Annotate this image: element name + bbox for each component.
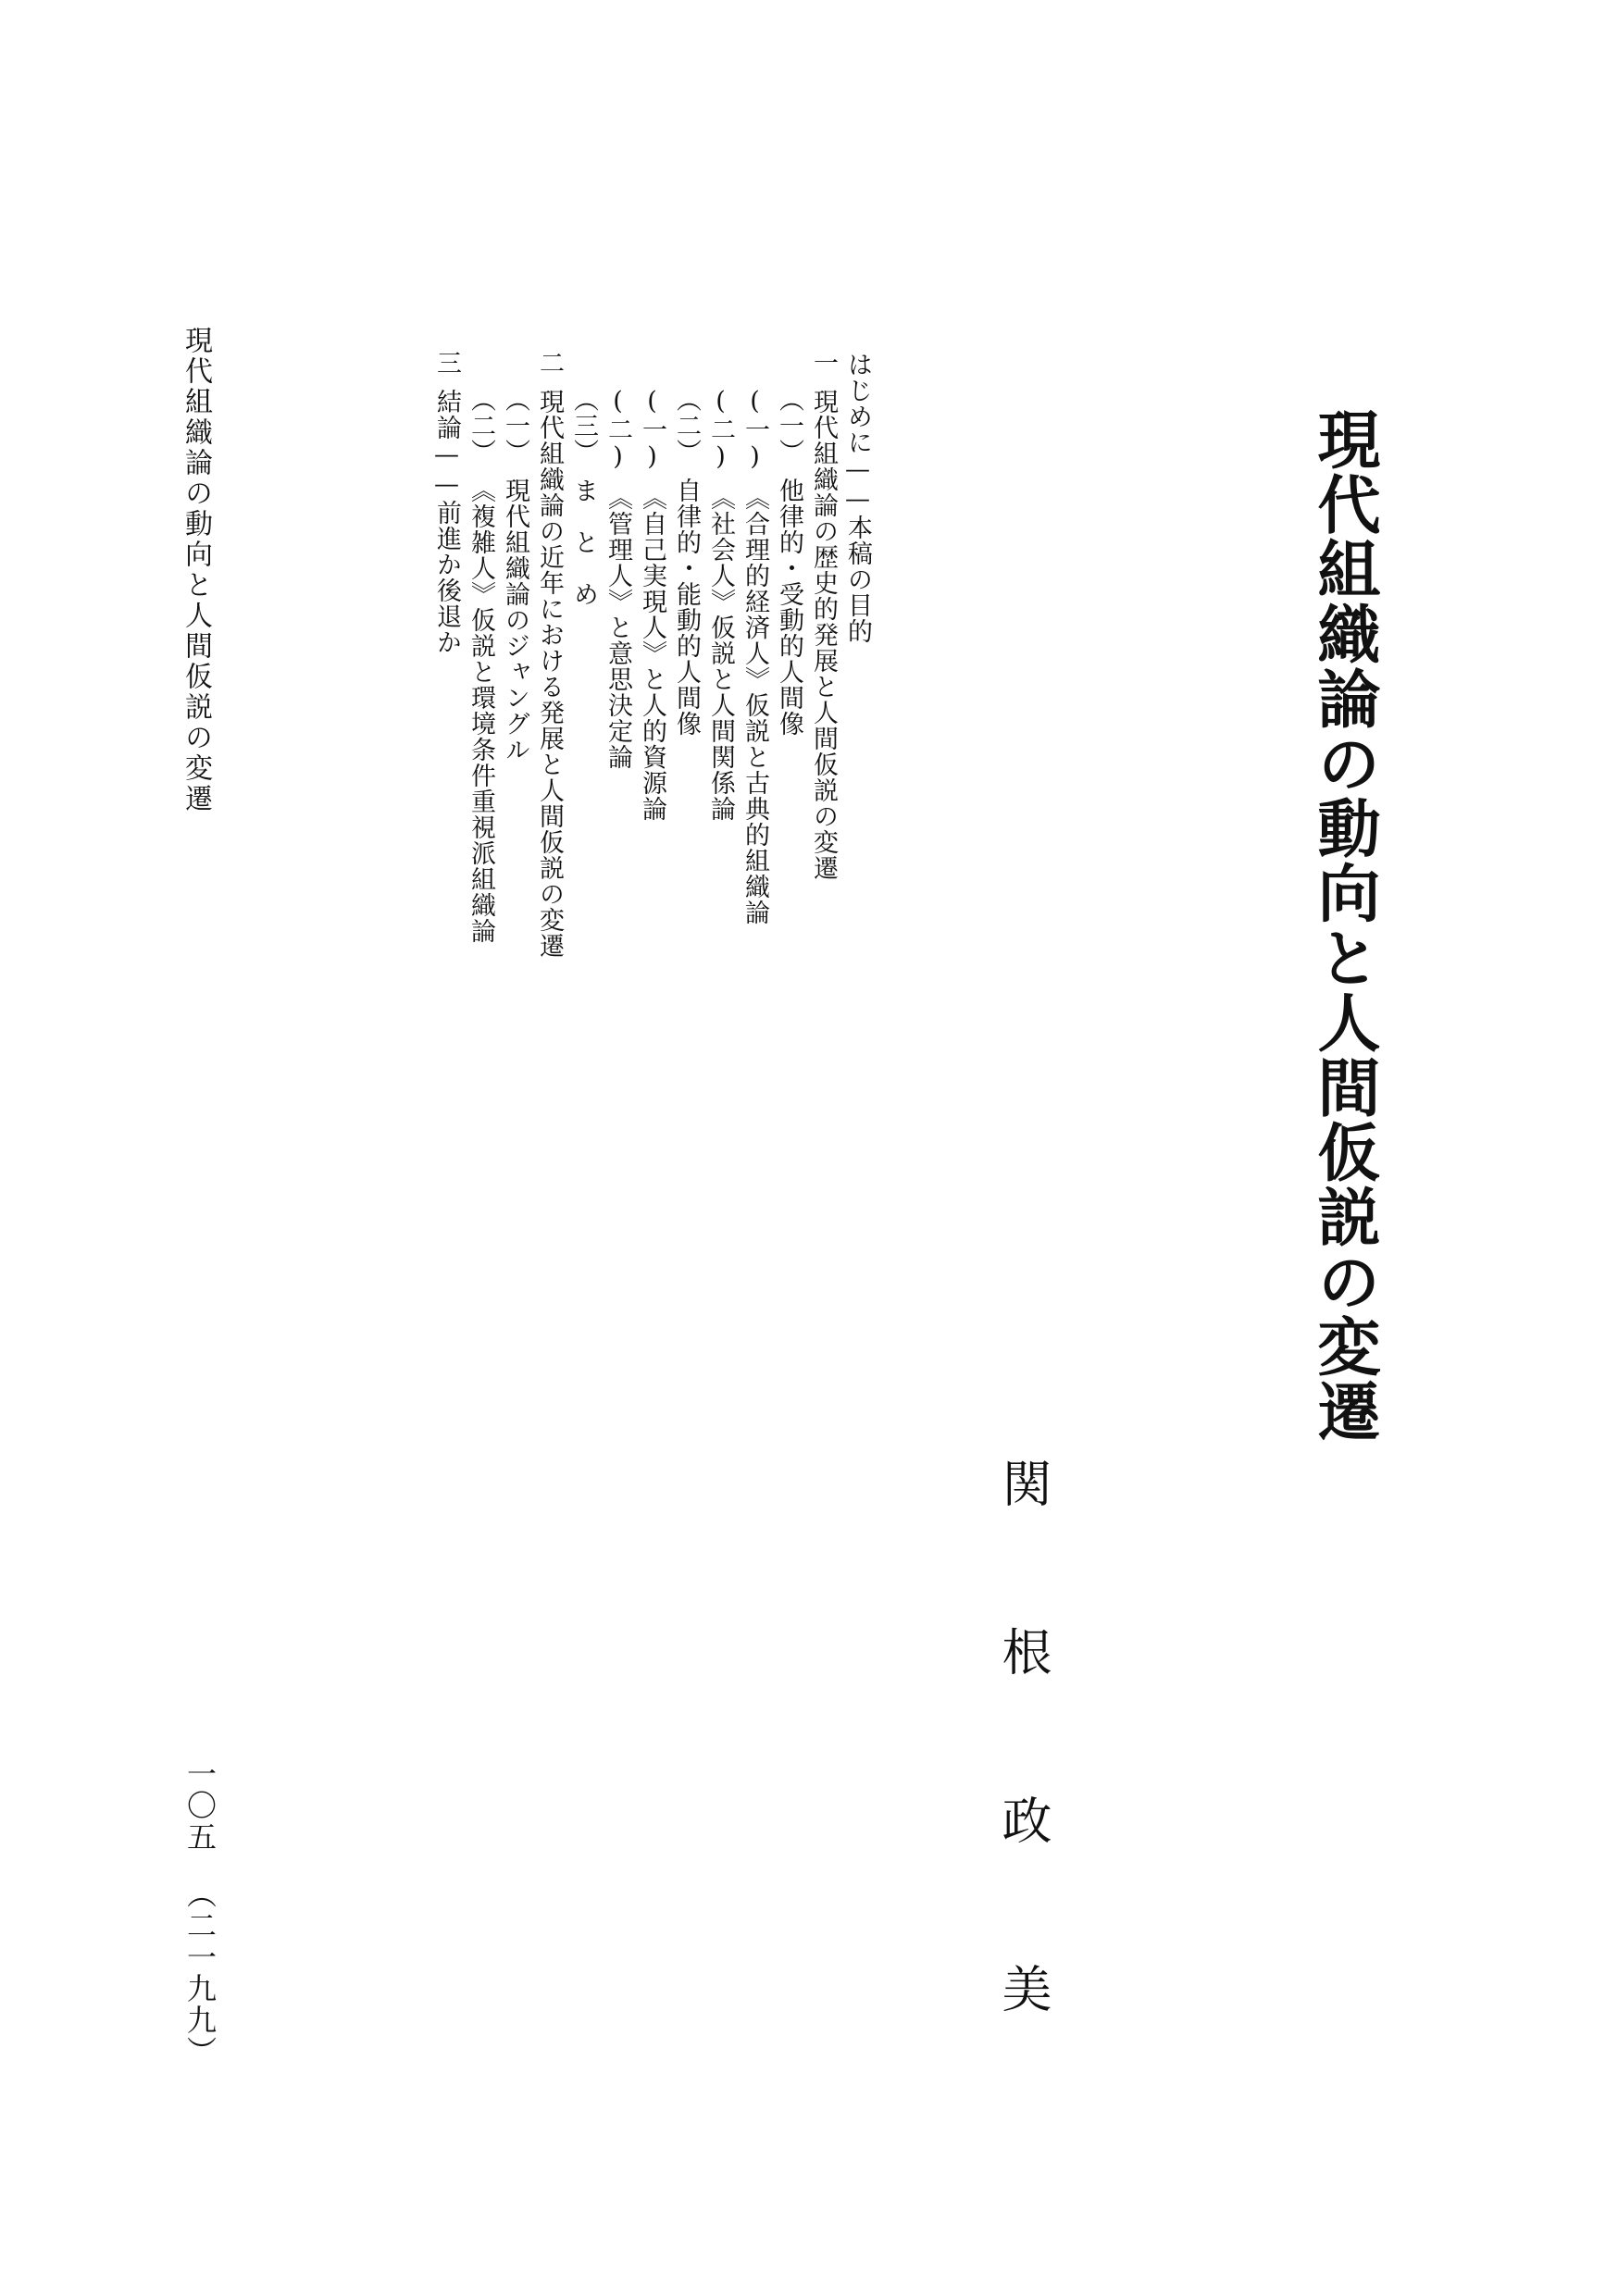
- toc-item: [742, 387, 767, 925]
- toc-item-text: 《管理人》と意思決定論: [604, 485, 632, 770]
- toc-item-number: (二): [706, 387, 735, 472]
- toc-item-text: 現代組織論の近年における発展と人間仮説の変遷: [535, 389, 564, 959]
- toc-item-text: 現代組織論のジャングル: [501, 478, 529, 763]
- toc-item: [845, 352, 870, 644]
- toc-item-text: 結論——前進か後退か: [432, 389, 461, 655]
- toc-item-number: （三）: [569, 387, 598, 465]
- cumulative-page-number: （二一九九）: [182, 1879, 218, 2067]
- toc-item: [503, 387, 528, 763]
- toc-item-number: 三: [432, 350, 461, 376]
- toc-item-text: 自律的・能動的人間像: [672, 478, 701, 737]
- toc-item-text: 他律的・受動的人間像: [775, 478, 803, 737]
- toc-item: [537, 350, 562, 959]
- toc-item-number: （二）: [672, 387, 701, 465]
- toc-item: [708, 387, 733, 822]
- toc-item-text: 《社会人》仮説と人間関係論: [706, 485, 735, 822]
- toc-item-number: (二): [604, 387, 632, 472]
- toc-item-number: （一）: [501, 387, 529, 465]
- toc-item: [571, 387, 596, 607]
- toc-item-text: 《合理的経済人》仮説と古典的組織論: [741, 485, 769, 925]
- toc-item: [605, 387, 630, 770]
- toc-item: [777, 387, 802, 737]
- toc-item-text: ま と め: [569, 478, 598, 607]
- toc-item-number: (一): [638, 387, 666, 472]
- toc-item-number: 一: [809, 350, 838, 376]
- toc-item: [674, 387, 699, 737]
- page-number: 一〇五: [182, 1758, 218, 1853]
- toc-item-text: 現代組織論の歴史的発展と人間仮説の変遷: [809, 389, 838, 881]
- toc-item: [468, 387, 493, 944]
- toc-item-number: （一）: [775, 387, 803, 465]
- toc-item-text: 《自己実現人》と人的資源論: [638, 485, 666, 822]
- toc-item-number: (一): [741, 387, 769, 472]
- table-of-contents: [389, 350, 870, 998]
- toc-item-number: 二: [535, 350, 564, 376]
- toc-item: [640, 387, 665, 822]
- toc-item: [434, 350, 459, 655]
- article-title: 現代組織論の動向と人間仮説の変遷: [1307, 407, 1381, 1444]
- toc-item-text: はじめに——本稿の目的: [843, 352, 872, 644]
- toc-item-number: （二）: [467, 387, 495, 465]
- running-title: 現代組織論の動向と人間仮説の変遷: [180, 326, 212, 814]
- toc-item: [811, 350, 836, 881]
- author-name: 関根政美: [994, 1458, 1052, 2131]
- toc-item-text: 《複雑人》仮説と環境条件重視派組織論: [467, 478, 495, 944]
